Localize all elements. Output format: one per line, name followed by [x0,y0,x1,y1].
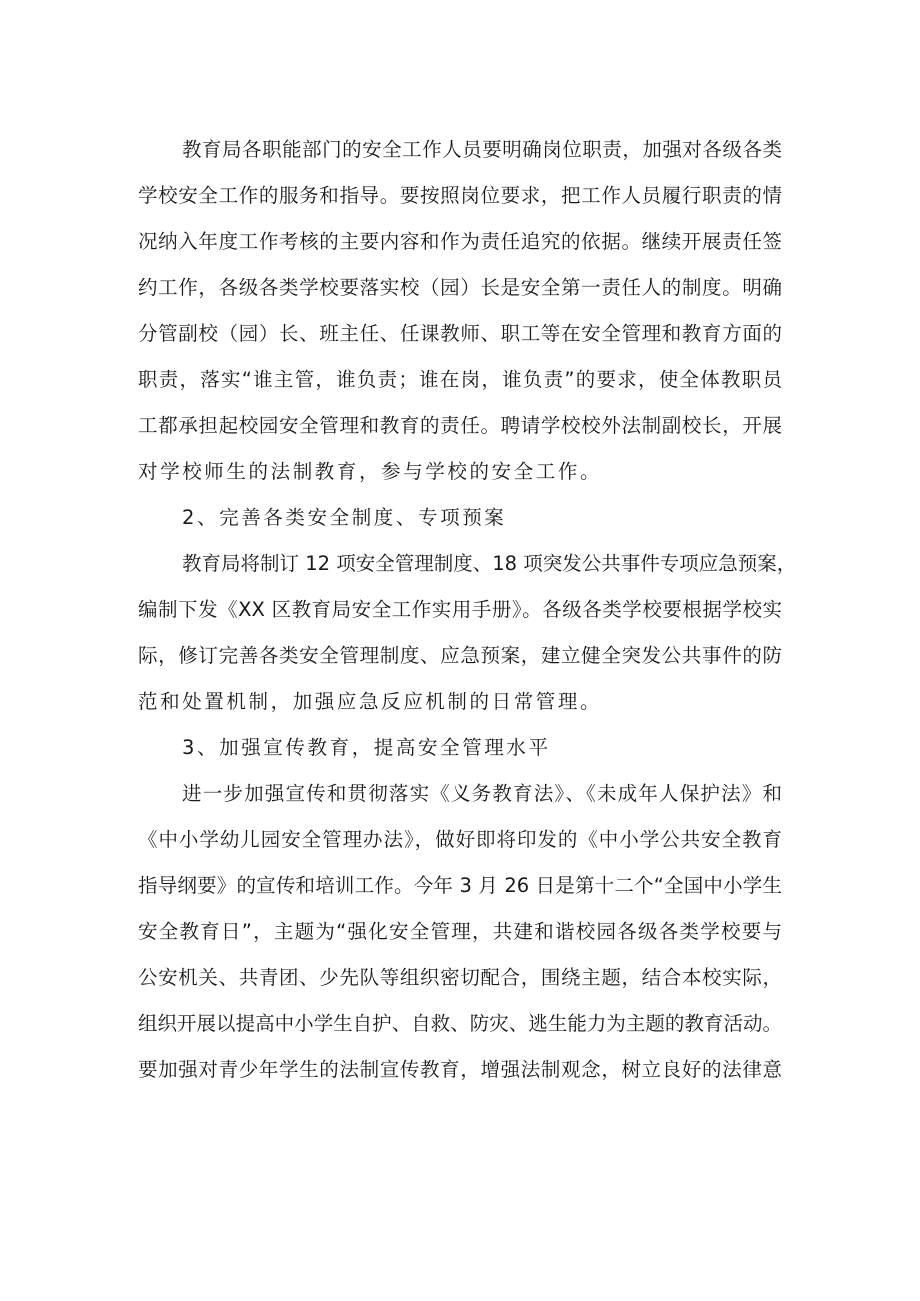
text-line: 教育局各职能部门的安全工作人员要明确岗位职责，加强对各级各类 [182,138,782,161]
text-line: 学校安全工作的服务和指导。要按照岗位要求，把工作人员履行职责的情 [138,184,782,207]
text-line: 指导纲要》的宣传和培训工作。今年 3 月 26 日是第十二个“全国中小学生 [138,874,782,897]
text-line: 范和处置机制，加强应急反应机制的日常管理。 [138,690,603,713]
text-line: 要加强对青少年学生的法制宣传教育，增强法制观念，树立良好的法律意 [138,1058,782,1081]
section-heading: 3、加强宣传教育，提高安全管理水平 [182,736,551,759]
text-line: 教育局将制订 12 项安全管理制度、18 项突发公共事件专项应急预案， [182,552,797,575]
document-page [138,132,797,1098]
text-line: 工都承担起校园安全管理和教育的责任。聘请学校校外法制副校长，开展 [138,414,782,437]
text-line: 职责，落实“谁主管，谁负责；谁在岗，谁负责”的要求，使全体教职员 [138,368,782,391]
text-line: 际，修订完善各类安全管理制度、应急预案，建立健全突发公共事件的防 [138,644,782,667]
text-line: 对学校师生的法制教育，参与学校的安全工作。 [138,460,603,483]
section-heading: 2、完善各类安全制度、专项预案 [182,506,507,529]
text-line: 编制下发《XX 区教育局安全工作实用手册》。各级各类学校要根据学校实 [138,598,782,621]
text-line: 组织开展以提高中小学生自护、自救、防灾、逃生能力为主题的教育活动。 [138,1012,782,1035]
text-line: 分管副校（园）长、班主任、任课教师、职工等在安全管理和教育方面的 [138,322,782,345]
text-line: 公安机关、共青团、少先队等组织密切配合，围绕主题，结合本校实际， [138,966,782,989]
text-line: 《中小学幼儿园安全管理办法》，做好即将印发的《中小学公共安全教育 [138,828,782,851]
text-line: 况纳入年度工作考核的主要内容和作为责任追究的依据。继续开展责任签 [138,230,782,253]
text-line: 进一步加强宣传和贯彻落实《义务教育法》、《未成年人保护法》和 [182,782,782,805]
text-line: 约工作，各级各类学校要落实校（园）长是安全第一责任人的制度。明确 [138,276,782,299]
text-line: 安全教育日”，主题为“强化安全管理，共建和谐校园各级各类学校要与 [138,920,782,943]
